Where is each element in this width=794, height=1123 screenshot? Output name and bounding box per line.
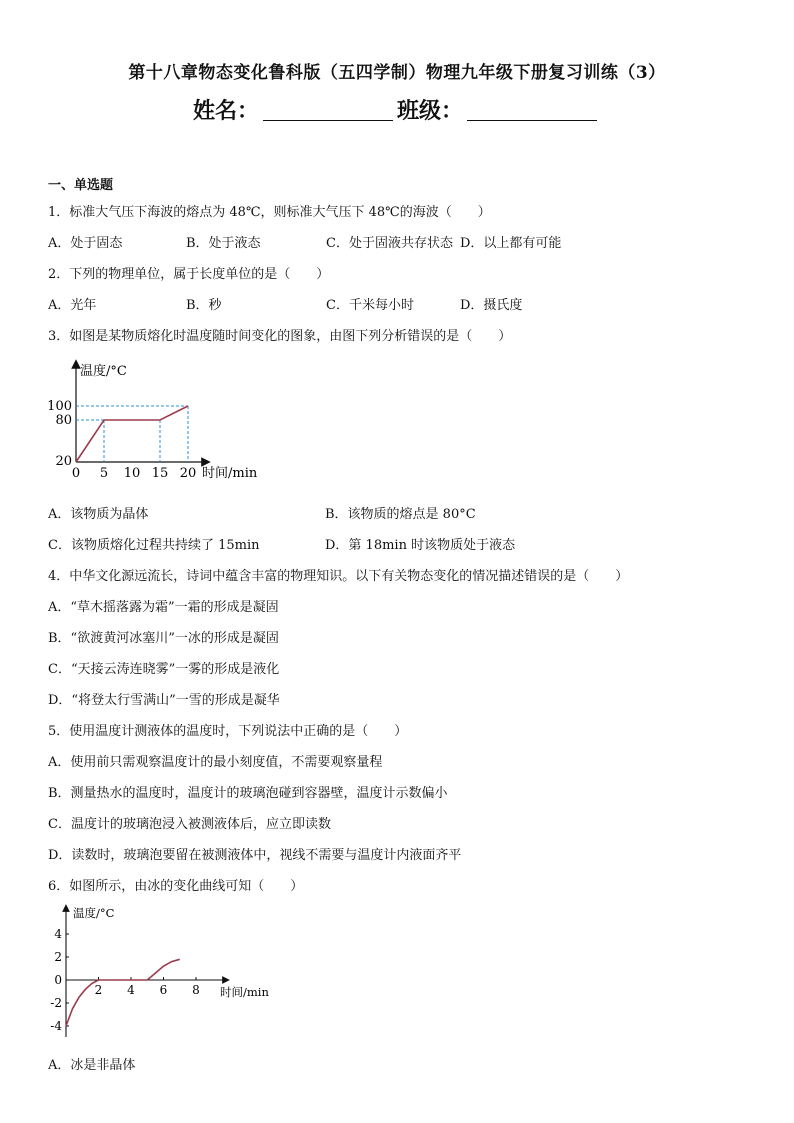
question-stem: 2．下列的物理单位，属于长度单位的是（ ） — [48, 267, 330, 282]
option[interactable]: B．测量热水的温度时，温度计的玻璃泡碰到容器壁，温度计示数偏小 — [48, 786, 448, 801]
y-tick-label: -4 — [50, 1019, 62, 1033]
x-tick-label: 10 — [123, 466, 141, 481]
option[interactable]: C．处于固液共存状态 — [326, 236, 453, 251]
option[interactable]: D．第 18min 时该物质处于液态 — [325, 538, 516, 553]
y-axis-label: 温度/°C — [73, 906, 115, 920]
option[interactable]: A．“草木摇落露为霜”一霜的形成是凝固 — [48, 600, 279, 615]
y-tick-label: 20 — [55, 454, 72, 469]
name-label: 姓名： — [192, 98, 259, 124]
x-tick-label: 2 — [94, 983, 103, 997]
y-tick-label: 4 — [54, 927, 62, 941]
option[interactable]: A．使用前只需观察温度计的最小刻度值，不需要观察量程 — [48, 755, 383, 770]
option[interactable]: B．“欲渡黄河冰塞川”一冰的形成是凝固 — [48, 631, 279, 646]
y-axis-label: 温度/°C — [80, 364, 127, 379]
question-stem: 6．如图所示，由冰的变化曲线可知（ ） — [48, 879, 304, 894]
melting-chart — [48, 358, 288, 493]
option[interactable]: D．以上都有可能 — [460, 236, 562, 251]
x-axis-label: 时间/min — [220, 985, 269, 999]
y-tick-label: 2 — [54, 950, 62, 964]
page-title: 第十八章物态变化鲁科版（五四学制）物理九年级下册复习训练（3） — [128, 63, 666, 83]
section-heading: 一、单选题 — [48, 178, 114, 193]
y-tick-label: 80 — [55, 413, 72, 428]
option[interactable]: D．摄氏度 — [460, 298, 523, 313]
class-label: 班级： — [397, 98, 464, 124]
option[interactable]: B．该物质的熔点是 80°C — [325, 507, 476, 522]
y-tick-label: -2 — [50, 996, 62, 1010]
series-line — [76, 406, 188, 462]
option[interactable]: C．“天接云涛连晓雾”一雾的形成是液化 — [48, 662, 280, 677]
option[interactable]: A．处于固态 — [48, 236, 123, 251]
question-stem: 4．中华文化源远流长，诗词中蕴含丰富的物理知识。以下有关物态变化的情况描述错误的是（ ） — [48, 569, 629, 584]
x-tick-label: 20 — [179, 466, 197, 481]
option[interactable]: D．“将登太行雪满山”一雪的形成是凝华 — [48, 693, 280, 708]
question-stem: 1．标准大气压下海波的熔点为 48℃，则标准大气压下 48℃的海波（ ） — [48, 205, 491, 220]
x-tick-label: 5 — [99, 466, 109, 481]
x-axis-label: 时间/min — [202, 466, 258, 481]
option[interactable]: B．秒 — [186, 298, 222, 313]
ice-curve-chart — [48, 902, 288, 1042]
y-tick-label: 0 — [54, 973, 62, 987]
student-info-line — [0, 94, 794, 125]
curve-segment — [147, 959, 180, 980]
class-blank[interactable] — [467, 98, 597, 121]
option[interactable]: D．读数时，玻璃泡要留在被测液体中，视线不需要与温度计内液面齐平 — [48, 848, 462, 863]
option[interactable]: C．千米每小时 — [326, 298, 414, 313]
option[interactable]: A．光年 — [48, 298, 97, 313]
option[interactable]: A．冰是非晶体 — [48, 1058, 136, 1073]
x-tick-label: 15 — [151, 466, 169, 481]
option[interactable]: B．处于液态 — [186, 236, 261, 251]
x-tick-label: 0 — [71, 466, 81, 481]
curve-segment — [66, 980, 99, 1026]
x-tick-label: 8 — [192, 983, 200, 997]
option[interactable]: A．该物质为晶体 — [48, 507, 149, 522]
y-tick-label: 100 — [47, 399, 72, 414]
question-stem: 3．如图是某物质熔化时温度随时间变化的图象，由图下列分析错误的是（ ） — [48, 329, 512, 344]
option[interactable]: C．该物质熔化过程共持续了 15min — [48, 538, 260, 553]
name-blank[interactable] — [263, 98, 393, 121]
question-stem: 5．使用温度计测液体的温度时，下列说法中正确的是（ ） — [48, 724, 408, 739]
x-tick-label: 6 — [159, 983, 168, 997]
x-tick-label: 4 — [127, 983, 135, 997]
option[interactable]: C．温度计的玻璃泡浸入被测液体后，应立即读数 — [48, 817, 331, 832]
